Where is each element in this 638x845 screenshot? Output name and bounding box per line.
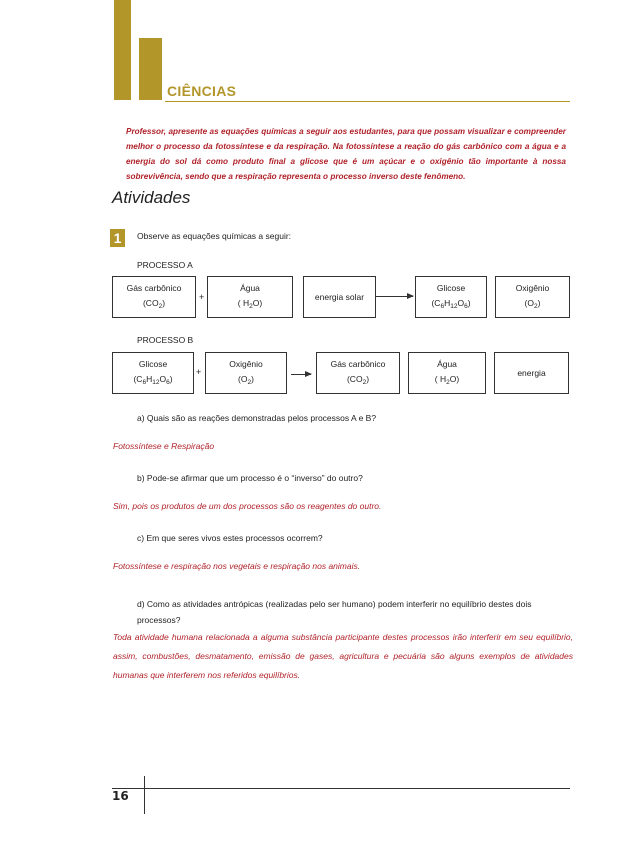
footer-vertical-divider <box>144 776 145 814</box>
energy-label: energia <box>517 367 546 378</box>
process-b-product-water <box>408 352 486 394</box>
product-formula: $(C_6H_{12}O_6)$ <box>431 297 471 310</box>
answer-d: Toda atividade humana relacionada a alguma substância participante destes processos irão interferir em seu equilíbrio, assim, combustões, desmatamento, emissão de gases, agricultura e pecuária são alguns exemplos de atividades humanas que interferem nos referidos equilíbrios. <box>113 632 573 680</box>
product-name: Glicose <box>436 282 466 293</box>
product-formula: $(O_2)$ <box>524 297 541 310</box>
process-b-reactant-oxygen <box>205 352 287 394</box>
reactant-formula: ( $H_2O$) <box>237 297 263 310</box>
plus-sign: + <box>199 292 205 302</box>
subject-title: CIÊNCIAS <box>167 83 237 99</box>
header-divider <box>165 101 570 102</box>
question-d: d) Como as atividades antrópicas (realizadas pelo ser humano) podem interferir no equilíbrio destes dois processos? <box>137 599 532 625</box>
process-b-label: PROCESSO B <box>137 335 194 345</box>
process-b-reactant-glucose <box>112 352 194 394</box>
question-a: a) Quais são as reações demonstradas pelos processos A e B? <box>137 413 377 423</box>
reactant-name: Glicose <box>138 358 168 369</box>
answer-b: Sim, pois os produtos de um dos processos são os reagentes do outro. <box>113 501 382 511</box>
energy-label: energia solar <box>314 291 365 302</box>
process-a-reactant-co2 <box>112 276 196 318</box>
reaction-arrow <box>291 374 311 375</box>
plus-sign: + <box>196 367 202 377</box>
section-title: Atividades <box>112 188 191 207</box>
product-formula: ( $H_2O$) <box>434 373 460 386</box>
process-a-product-glucose <box>415 276 487 318</box>
process-a-label: PROCESSO A <box>137 260 193 270</box>
product-name: Água <box>437 358 457 369</box>
reactant-name: Gás carbônico <box>126 282 182 293</box>
reactant-name: Oxigênio <box>229 358 263 369</box>
answer-a: Fotossíntese e Respiração <box>113 441 215 451</box>
product-name: Oxigênio <box>515 282 550 293</box>
reaction-arrow <box>375 296 413 297</box>
product-formula: $(CO_2)$ <box>346 373 370 386</box>
reactant-formula: $(C_6H_{12}O_6)$ <box>133 373 173 386</box>
question-prompt: Observe as equações químicas a seguir: <box>137 231 292 241</box>
reactant-formula: $(O_2)$ <box>238 373 254 386</box>
reactant-formula: $(CO_2)$ <box>142 297 166 310</box>
page-number: 16 <box>112 789 129 803</box>
process-b-product-co2 <box>316 352 400 394</box>
process-b-energy <box>494 352 569 394</box>
process-a-reactant-water <box>207 276 293 318</box>
header-bar-tall <box>114 0 131 100</box>
answer-c: Fotossíntese e respiração nos vegetais e respiração nos animais. <box>113 561 361 571</box>
reactant-name: Água <box>240 282 260 293</box>
question-number: 1 <box>110 229 125 247</box>
teacher-note: Professor, apresente as equações químicas a seguir aos estudantes, para que possam visualizar e compreender melhor o processo da fotossíntese e da respiração. Na fotossíntese a reação do gás carbônico com a água e a energia do sol dá como produto final a glicose que é um açúcar e o oxigênio tão importante à nossa sobrevivência, sendo que a respiração representa o processo inverso deste fenômeno. <box>126 127 566 181</box>
process-a-product-oxygen <box>495 276 570 318</box>
product-name: Gás carbônico <box>330 358 386 369</box>
header-bar-short <box>139 38 162 100</box>
footer-divider <box>112 788 570 789</box>
question-b: b) Pode-se afirmar que um processo é o “inverso” do outro? <box>137 473 363 483</box>
process-a-energy <box>303 276 376 318</box>
question-c: c) Em que seres vivos estes processos ocorrem? <box>137 533 323 543</box>
